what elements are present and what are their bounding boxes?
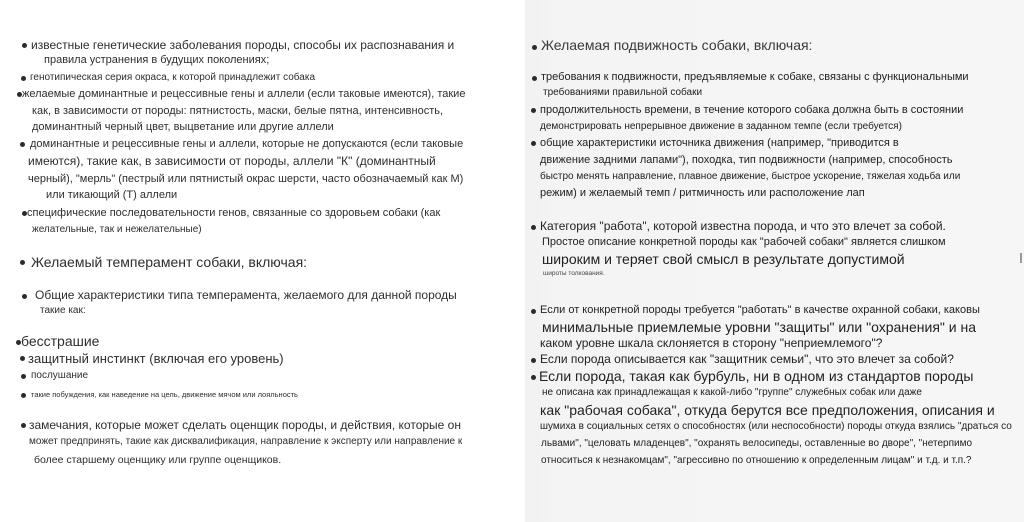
bullet [20, 260, 25, 265]
genetic-diseases-line-2: правила устранения в будущих поколениях; [44, 54, 270, 66]
temperament-heading: Желаемый темперамент собаки, включая: [31, 254, 308, 270]
forbidden-genes-line-3: черный), "мерль" (пестрый или пятнистый окрас шерсти, часто обозначаемый как М) [28, 173, 464, 185]
bullet [531, 375, 536, 380]
duration-line-1: продолжительность времени, в течение которого собака должна быть в состоянии [540, 104, 964, 116]
movement-source-line-1: общие характеристики источника движения (например, "приводится в [540, 137, 899, 149]
genotypic-series-line: генотипическая серия окраса, к которой принадлежит собака [30, 72, 316, 83]
bullet [531, 309, 536, 314]
desired-genes-line-2: как, в зависимости от породы: пятнистость, маски, белые пятна, интенсивность, [32, 105, 444, 117]
bullet [21, 76, 26, 81]
bullet [22, 43, 27, 48]
desired-genes-line-3: доминантный черный цвет, выцветание или другие аллели [32, 121, 334, 133]
forbidden-genes-line-4: или тикающий (Т) аллели [46, 189, 178, 201]
bullet [531, 141, 536, 146]
bullet [21, 423, 26, 428]
gene-sequences-line-2: желательные, так и нежелательные) [32, 224, 202, 235]
work-category-line-4: широты толкования. [543, 270, 605, 277]
desired-genes-line-1: желаемые доминантные и рецессивные гены и аллели (если таковые имеются), такие [22, 88, 466, 100]
boerboel-line-4: шумиха в социальных сетях о способностях (или неспособности) породы откуда взялись "драться со [540, 421, 1012, 432]
duration-line-2: демонстрировать непрерывное движение в заданном темпе (если требуется) [540, 121, 902, 132]
bullet [531, 108, 536, 113]
gene-sequences-line-1: специфические последовательности генов, связанные со здоровьем собаки (как [27, 207, 441, 219]
forbidden-genes-line-1: доминантные и рецессивные гены и аллели, которые не допускаются (если таковые [30, 138, 464, 150]
bullet [531, 358, 536, 363]
movement-source-line-3: быстро менять направление, плавное движение, быстрое ускорение, тяжелая ходьба или [540, 171, 961, 182]
bullet [20, 356, 25, 361]
bullet [22, 294, 27, 299]
bullet [21, 374, 26, 379]
boerboel-line-1: Если порода, такая как бурбуль, ни в одном из стандартов породы [539, 368, 974, 384]
mobility-requirements-line-2: требованиями правильной собаки [543, 87, 703, 98]
guard-work-line-2: минимальные приемлемые уровни "защиты" или "охранения" и на [542, 319, 977, 335]
trait-obedience: послушание [31, 370, 89, 381]
work-category-line-1: Категория "работа", которой известна порода, и что это влечет за собой. [540, 219, 946, 233]
bullet [21, 393, 26, 398]
temperament-general-line-2: такие как: [40, 305, 86, 316]
boerboel-line-5: львами", "целовать младенцев", "охранять велосипеды, оставленные во дворе", "нетерпимо [541, 438, 973, 449]
work-category-line-3: широким и теряет свой смысл в результате допустимой [542, 251, 905, 267]
bullet [532, 45, 537, 50]
trait-drives: такие побуждения, как наведение на цель, движение мячом или лояльность [31, 390, 298, 399]
boerboel-line-2: не описана как принадлежащая к какой-либо "группе" служебных собак или даже [542, 387, 922, 398]
assessor-remarks-line-3: более старшему оценщику или группе оценщиков. [34, 454, 282, 466]
trait-protective-instinct: защитный инстинкт (включая его уровень) [28, 351, 284, 366]
assessor-remarks-line-2: может предпринять, такие как дисквалификация, направление к эксперту или направление к [29, 436, 463, 447]
movement-source-line-2: движение задними лапами"), походка, тип подвижности (например, способность [540, 154, 953, 166]
family-protector-line: Если порода описывается как "защитник семьи", что это влечет за собой? [540, 352, 954, 366]
genetic-diseases-line-1: известные генетические заболевания породы, способы их распознавания и [31, 38, 455, 52]
temperament-general-line-1: Общие характеристики типа темперамента, желаемого для данной породы [35, 288, 457, 302]
guard-work-line-1: Если от конкретной породы требуется "работать" в качестве охранной собаки, каковы [540, 304, 980, 316]
work-category-line-2: Простое описание конкретной породы как "рабочей собаки" является слишком [542, 236, 946, 248]
boerboel-line-6: относиться к незнакомцам", "агрессивно по отношению к определенным лицам" и т.д. и т.п.? [541, 455, 972, 466]
assessor-remarks-line-1: замечания, которые может сделать оценщик породы, и действия, которые он [29, 418, 461, 432]
mobility-requirements-line-1: требования к подвижности, предъявляемые к собаке, связаны с функциональными [541, 71, 969, 83]
scroll-edge-marker [1020, 253, 1022, 263]
mobility-heading: Желаемая подвижность собаки, включая: [541, 37, 813, 53]
trait-fearlessness: бесстрашие [21, 333, 100, 349]
boerboel-line-3: как "рабочая собака", откуда берутся все предположения, описания и [540, 402, 995, 418]
bullet [531, 225, 536, 230]
forbidden-genes-line-2: имеются), такие как, в зависимости от породы, аллели "К" (доминантный [28, 154, 436, 168]
bullet [20, 142, 25, 147]
movement-source-line-4: режим) и желаемый темп / ритмичность или расположение лап [540, 187, 865, 199]
guard-work-line-3: каком уровне шкала склоняется в сторону "неприемлемого"? [540, 336, 883, 350]
bullet [532, 76, 537, 81]
